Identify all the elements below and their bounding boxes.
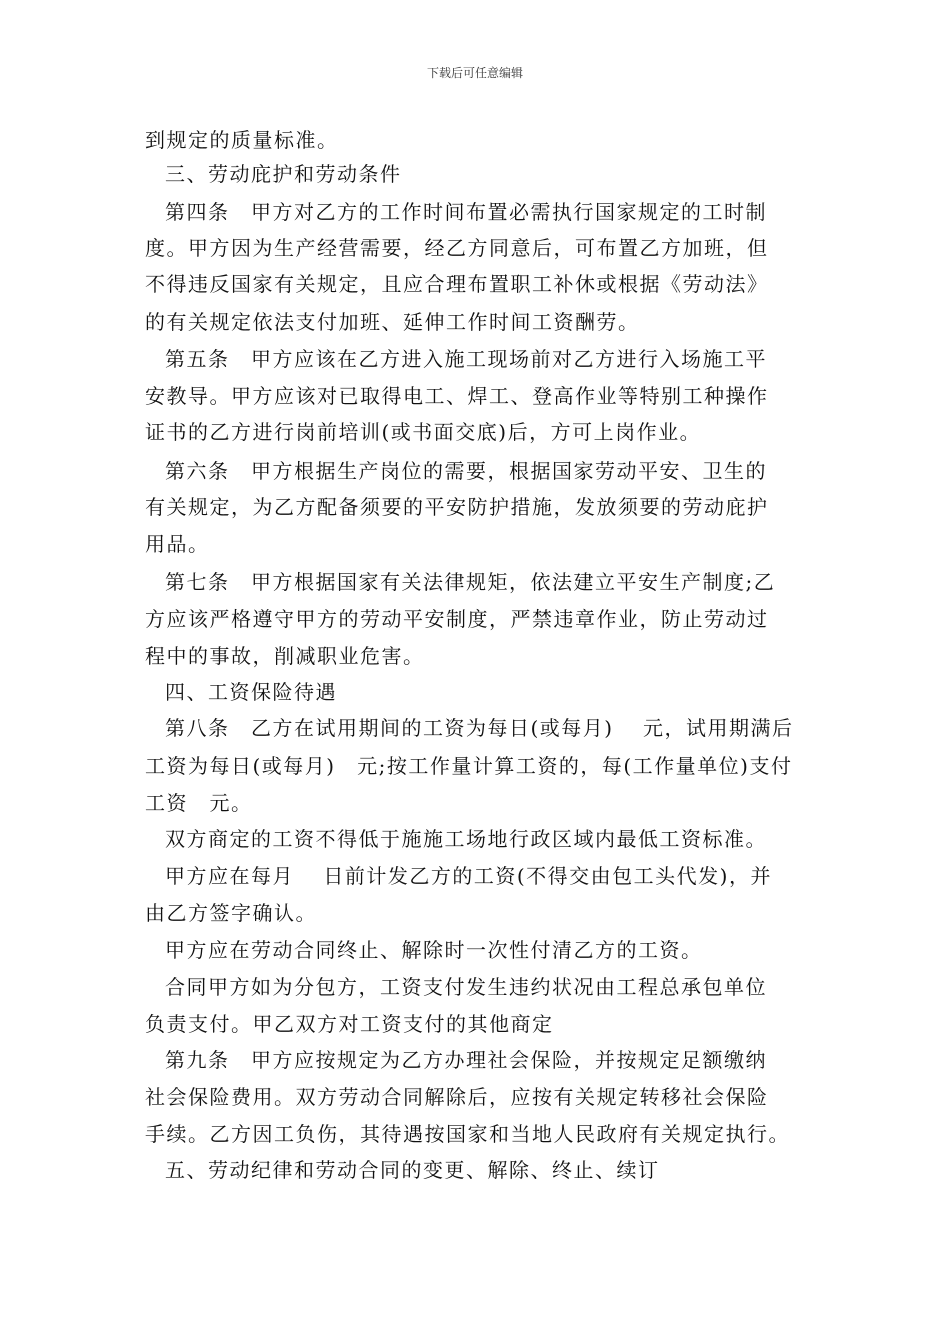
text-line: 双方商定的工资不得低于施施工场地行政区域内最低工资标准。: [165, 827, 767, 851]
text-line: 甲方应在劳动合同终止、解除时一次性付清乙方的工资。: [165, 938, 703, 962]
text-line: 第九条 甲方应按规定为乙方办理社会保险，并按规定足额缴纳: [165, 1048, 767, 1072]
section-heading: 四、工资保险待遇: [165, 680, 337, 704]
text-line: 工资 元。: [145, 791, 253, 815]
text-line: 安教导。甲方应该对已取得电工、焊工、登高作业等特别工种操作: [145, 384, 769, 408]
page-header: 下载后可任意编辑: [426, 66, 523, 80]
text-line: 第五条 甲方应该在乙方进入施工现场前对乙方进行入场施工平: [165, 347, 767, 371]
text-line: 工资为每日(或每月) 元;按工作量计算工资的，每(工作量单位)支付: [145, 754, 793, 778]
text-line: 方应该严格遵守甲方的劳动平安制度，严禁违章作业，防止劳动过: [145, 607, 769, 631]
text-line: 到规定的质量标准。: [145, 128, 339, 152]
text-line: 第四条 甲方对乙方的工作时间布置必需执行国家规定的工时制: [165, 200, 767, 224]
text-line: 社会保险费用。双方劳动合同解除后，应按有关规定转移社会保险: [145, 1085, 769, 1109]
text-line: 甲方应在每月 日前计发乙方的工资(不得交由包工头代发)，并: [165, 864, 772, 888]
text-line: 有关规定，为乙方配备须要的平安防护措施，发放须要的劳动庇护: [145, 495, 769, 519]
text-line: 由乙方签字确认。: [145, 901, 317, 925]
text-line: 第八条 乙方在试用期间的工资为每日(或每月) 元，试用期满后: [165, 716, 794, 740]
text-line: 的有关规定依法支付加班、延伸工作时间工资酬劳。: [145, 310, 640, 334]
text-line: 用品。: [145, 532, 210, 556]
text-line: 负责支付。甲乙双方对工资支付的其他商定: [145, 1012, 554, 1036]
text-line: 不得违反国家有关规定，且应合理布置职工补休或根据《劳动法》: [145, 272, 769, 296]
text-line: 合同甲方如为分包方，工资支付发生违约状况由工程总承包单位: [165, 975, 767, 999]
text-line: 程中的事故，削减职业危害。: [145, 644, 425, 668]
text-line: 手续。乙方因工负伤，其待遇按国家和当地人民政府有关规定执行。: [145, 1122, 790, 1146]
text-line: 度。甲方因为生产经营需要，经乙方同意后，可布置乙方加班，但: [145, 236, 769, 260]
section-heading: 五、劳动纪律和劳动合同的变更、解除、终止、续订: [165, 1158, 660, 1182]
text-line: 第六条 甲方根据生产岗位的需要，根据国家劳动平安、卫生的: [165, 459, 767, 483]
text-line: 证书的乙方进行岗前培训(或书面交底)后，方可上岗作业。: [145, 420, 702, 444]
text-line: 第七条 甲方根据国家有关法律规矩，依法建立平安生产制度;乙: [165, 570, 776, 594]
section-heading: 三、劳动庇护和劳动条件: [165, 162, 402, 186]
